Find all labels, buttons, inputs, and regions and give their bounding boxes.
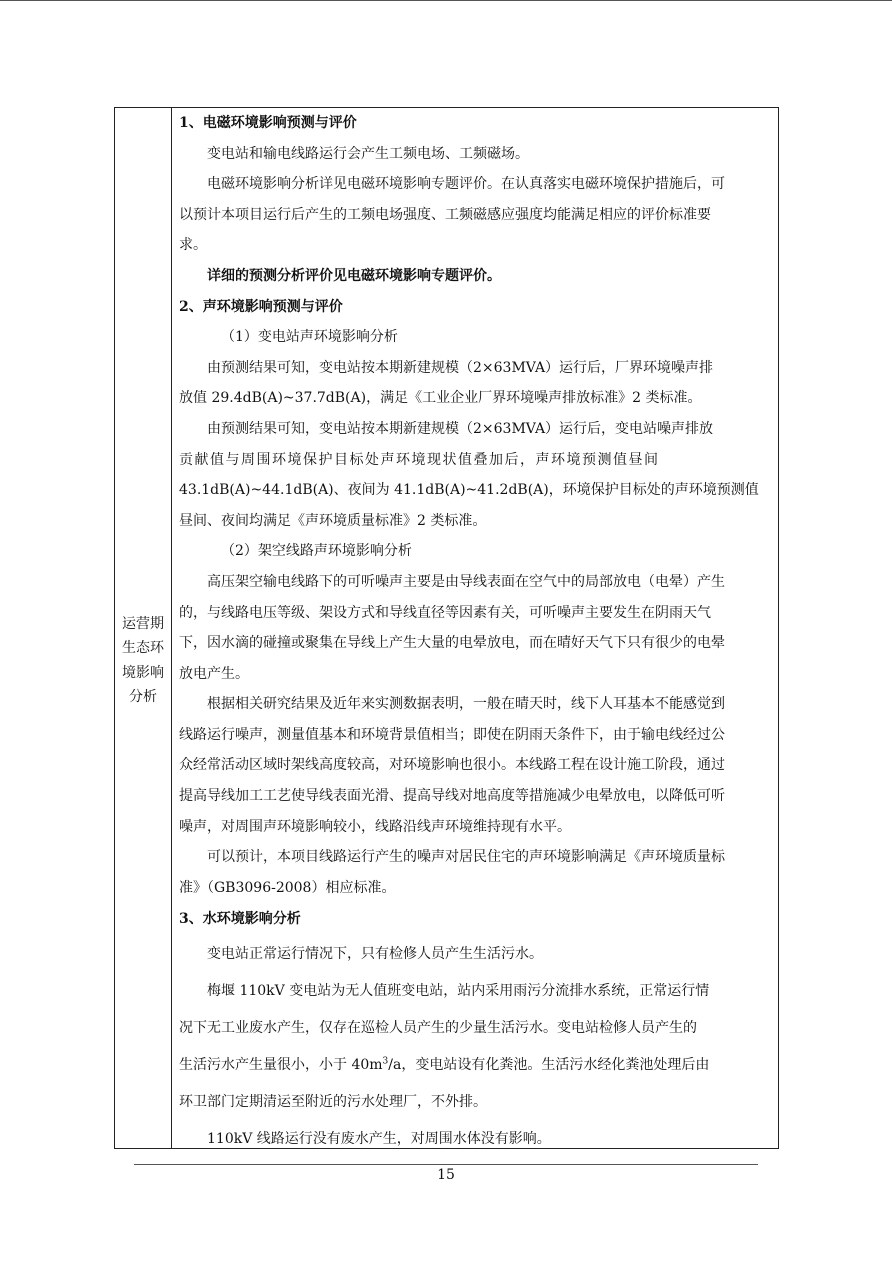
paragraph-line: 下，因水滴的碰撞或聚集在导线上产生大量的电晕放电，而在晴好天气下只有很少的电晕 — [179, 635, 725, 652]
paragraph-line: 昼间、夜间均满足《声环境质量标准》2 类标准。 — [179, 512, 487, 529]
assessment-table — [114, 107, 779, 1149]
paragraph-line: 准》（GB3096-2008）相应标准。 — [179, 879, 396, 896]
subheading-substation-noise: （1）变电站声环境影响分析 — [221, 329, 398, 346]
paragraph-line: 放值 29.4dB(A)~37.7dB(A)，满足《工业企业厂界环境噪声排放标准》2 类标准。 — [179, 390, 702, 407]
footer-line — [134, 1164, 758, 1165]
text-segment: 生活污水产生量很小，小于 40m — [179, 1057, 383, 1074]
section-label-line: 生态环 — [122, 640, 164, 656]
paragraph-line: 放电产生。 — [179, 665, 249, 682]
paragraph: 变电站正常运行情况下，只有检修人员产生生活污水。 — [207, 946, 543, 963]
paragraph-line: 43.1dB(A)~44.1dB(A)、夜间为 41.1dB(A)~41.2dB(A)，环境保护目标处的声环境预测值 — [179, 482, 759, 499]
paragraph-line: 由预测结果可知，变电站按本期新建规模（2×63MVA）运行后，变电站噪声排放 — [207, 420, 714, 437]
paragraph-line: 环卫部门定期清运至附近的污水处理厂，不外排。 — [179, 1094, 487, 1111]
paragraph-line: 线路运行噪声，测量值基本和环境背景值相当；即使在阴雨天条件下，由于输电线经过公 — [179, 726, 725, 743]
heading-noise: 2、声环境影响预测与评价 — [179, 298, 343, 315]
paragraph-line — [179, 1047, 770, 1084]
paragraph-line: 贡献值与周围环境保护目标处声环境现状值叠加后，声环境预测值昼间 — [179, 451, 660, 468]
page-number: 15 — [437, 1167, 455, 1183]
paragraph-line: 提高导线加工工艺使导线表面光滑、提高导线对地高度等措施减少电晕放电，以降低可听 — [179, 788, 725, 805]
section-label-line: 运营期 — [122, 615, 164, 632]
section-label-line: 境影响 — [122, 664, 164, 681]
heading-water: 3、水环境影响分析 — [179, 911, 301, 928]
paragraph-line: 由预测结果可知，变电站按本期新建规模（2×63MVA）运行后，厂界环境噪声排 — [207, 359, 714, 376]
paragraph-line: 众经常活动区域时架线高度较高，对环境影响也很小。本线路工程在设计施工阶段，通过 — [179, 757, 725, 774]
paragraph-line: 的，与线路电压等级、架设方式和导线直径等因素有关，可听噪声主要发生在阴雨天气 — [179, 604, 711, 621]
section-label-line: 分析 — [129, 689, 157, 705]
superscript: 3 — [382, 1056, 389, 1067]
heading-electromagnetic: 1、电磁环境影响预测与评价 — [179, 115, 357, 131]
paragraph-line: 噪声，对周围声环境影响较小，线路沿线声环境维持现有水平。 — [179, 818, 571, 835]
bold-note: 详细的预测分析评价见电磁环境影响专题评价。 — [207, 267, 501, 284]
paragraph-line: 可以预计，本项目线路运行产生的噪声对居民住宅的声环境影响满足《声环境质量标 — [207, 849, 725, 866]
paragraph-line: 高压架空输电线路下的可听噪声主要是由导线表面在空气中的局部放电（电晕）产生 — [207, 573, 725, 590]
top-border-line — [0, 0, 892, 1]
section-label-cell — [115, 108, 172, 1148]
paragraph: 变电站和输电线路运行会产生工频电场、工频磁场。 — [207, 145, 529, 162]
paragraph-line: 况下无工业废水产生，仅存在巡检人员产生的少量生活污水。变电站检修人员产生的 — [179, 1020, 697, 1037]
paragraph-line: 以预计本项目运行后产生的工频电场强度、工频磁感应强度均能满足相应的评价标准要 — [179, 206, 711, 223]
paragraph-line: 电磁环境影响分析详见电磁环境影响专题评价。在认真落实电磁环境保护措施后，可 — [207, 176, 725, 193]
paragraph-line: 梅堰 110kV 变电站为无人值班变电站，站内采用雨污分流排水系统，正常运行情 — [207, 983, 710, 1000]
subheading-line-noise: （2）架空线路声环境影响分析 — [221, 543, 412, 560]
section-label — [118, 612, 168, 710]
content-cell — [172, 108, 778, 1148]
paragraph-line: 求。 — [179, 237, 207, 254]
paragraph-line: 根据相关研究结果及近年来实测数据表明，一般在晴天时，线下人耳基本不能感觉到 — [207, 696, 725, 713]
paragraph: 110kV 线路运行没有废水产生，对周围水体没有影响。 — [207, 1131, 551, 1148]
text-segment: /a，变电站设有化粪池。生活污水经化粪池处理后由 — [388, 1057, 710, 1074]
